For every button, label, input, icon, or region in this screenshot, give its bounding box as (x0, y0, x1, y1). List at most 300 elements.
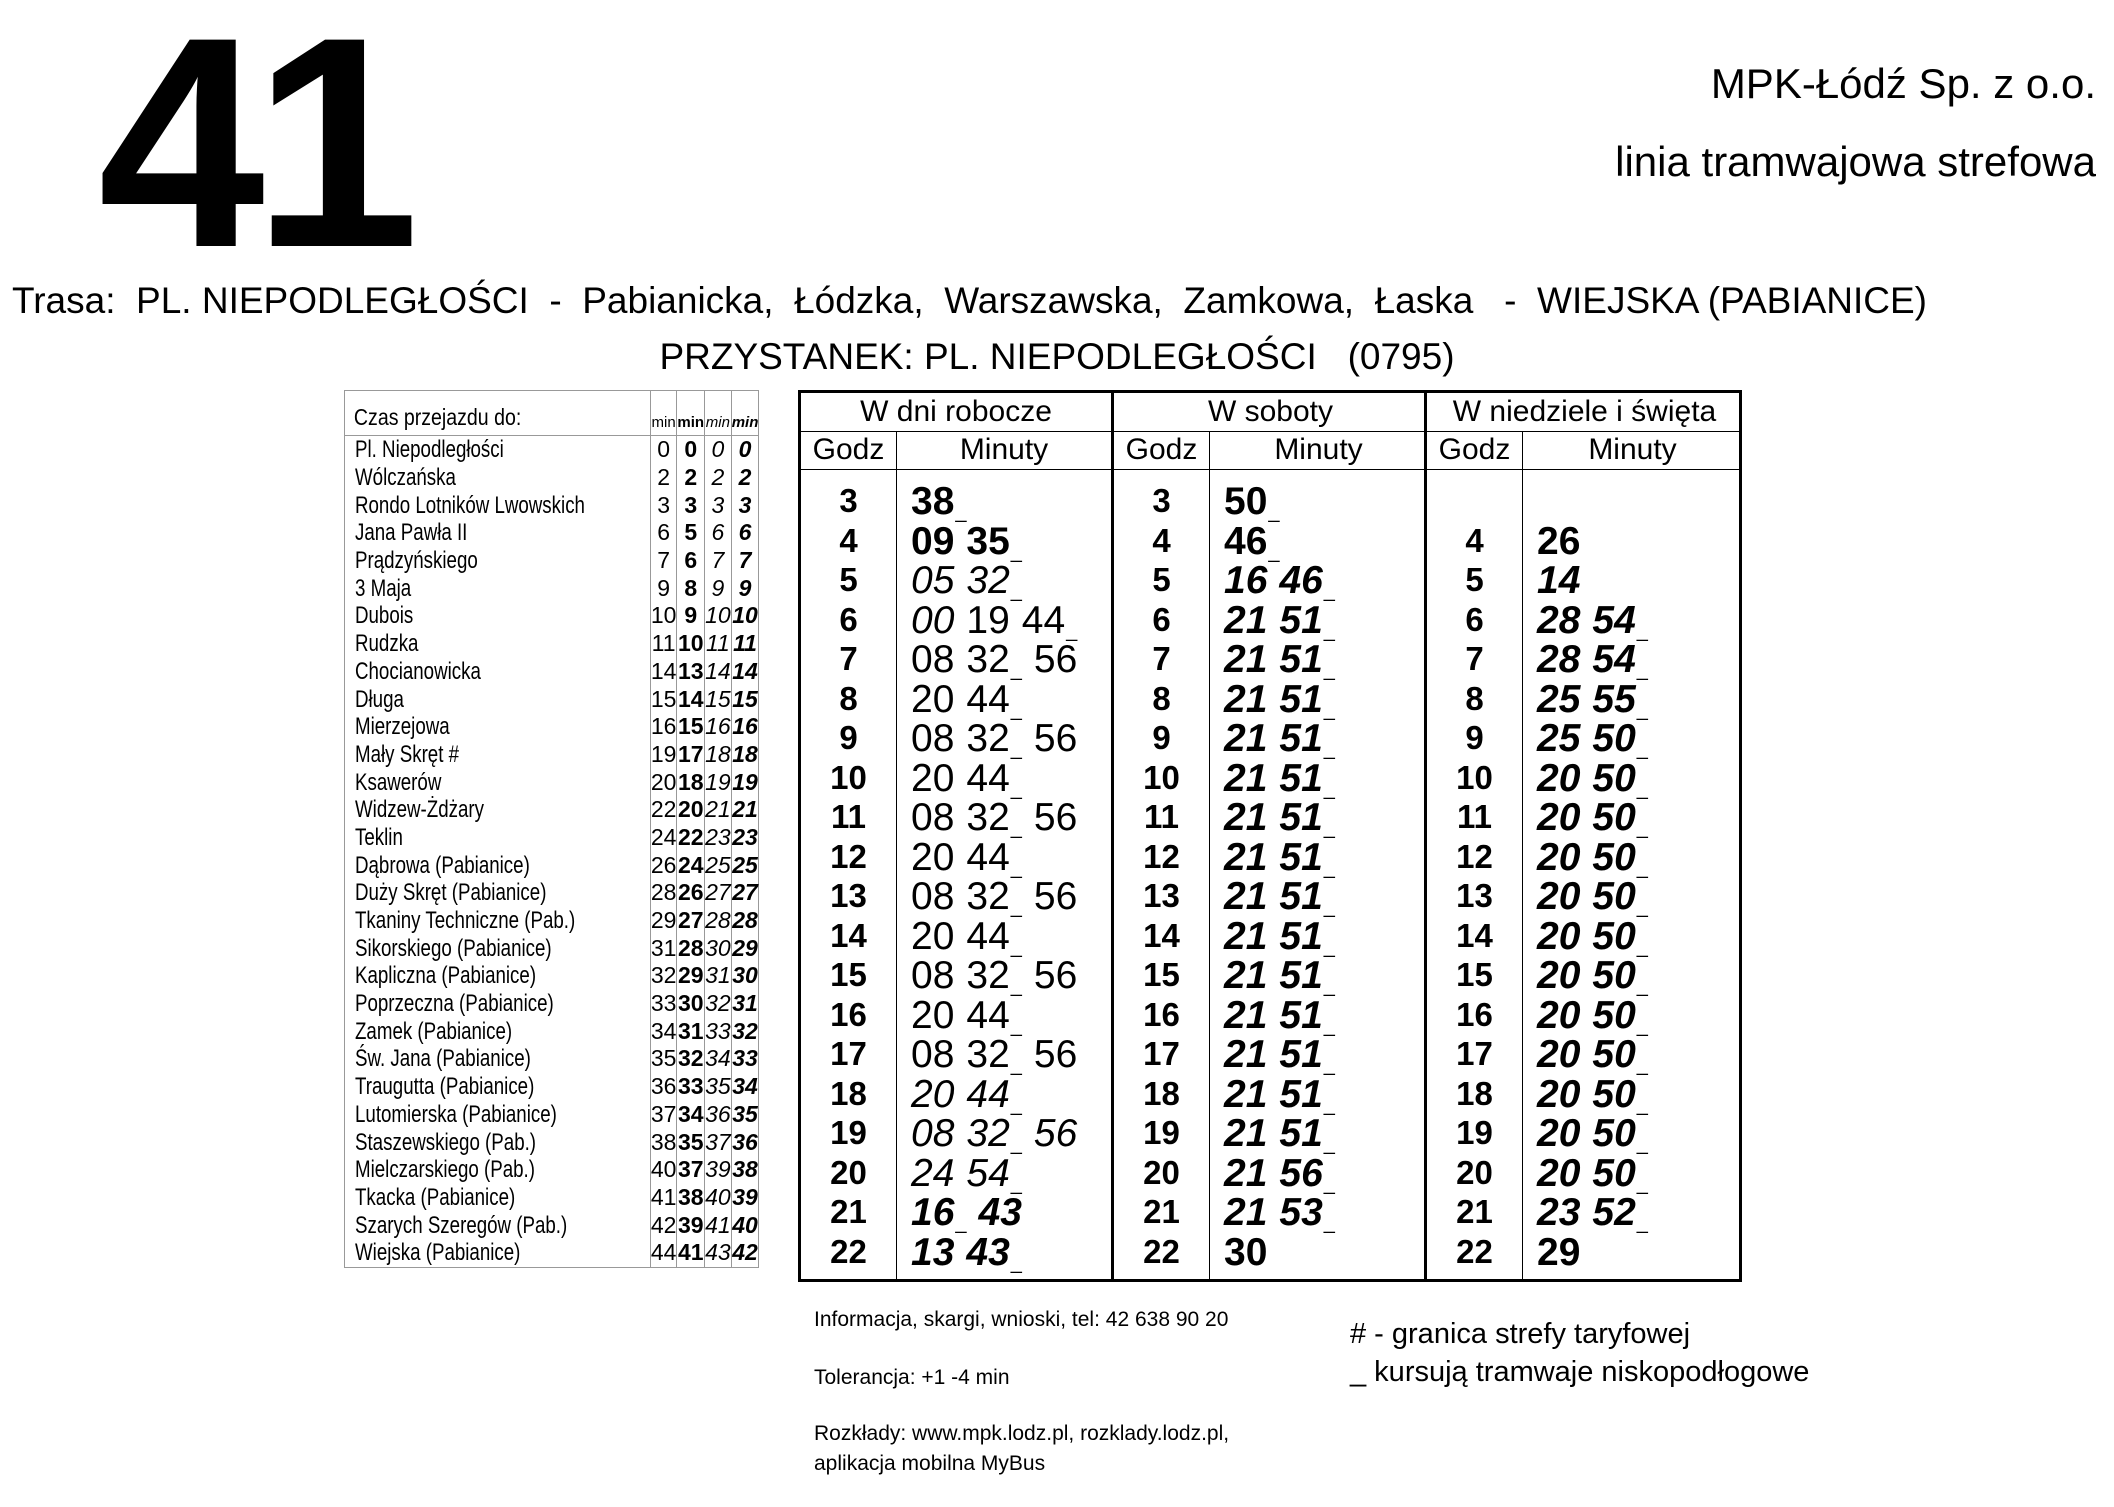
departure-row (1427, 1074, 1742, 1114)
departure-row (1114, 1113, 1427, 1153)
table-row (345, 464, 759, 492)
route-description: Trasa: PL. NIEPODLEGŁOŚCI - Pabianicka, Łódzka, Warszawska, Zamkowa, Łaska - WIEJSKA (PABIANICE) (12, 280, 1928, 321)
low-floor-marker: _ (1323, 1014, 1335, 1037)
hour-cell: 11 (1457, 798, 1492, 835)
hour-cell: 15 (1143, 956, 1180, 993)
departure-row (1427, 718, 1742, 758)
minute-value: 50 (1592, 954, 1636, 997)
stop-name-cell (345, 519, 651, 547)
hour-cell: 9 (1152, 719, 1171, 756)
hour-cell: 14 (1456, 916, 1493, 954)
stop-name-cell (345, 436, 651, 464)
hour-cell: 7 (1465, 640, 1484, 677)
table-row (345, 1017, 759, 1045)
minute-value: 20 (911, 756, 955, 800)
minute-value: 43 (966, 1230, 1010, 1274)
low-floor-marker: _ (1636, 975, 1648, 997)
low-floor-marker: _ (1010, 580, 1022, 602)
hour-cell: 22 (830, 1232, 867, 1270)
minute-value: 21 (1224, 1033, 1268, 1076)
minute-value: 51 (1279, 1072, 1323, 1116)
low-floor-marker: _ (1010, 896, 1022, 918)
departure-row (1427, 1232, 1742, 1272)
travel-time-cell: 20 (650, 768, 677, 795)
low-floor-marker: _ (1636, 896, 1648, 918)
travel-time-cell: 38 (677, 1183, 704, 1210)
hour-header: Godz (1427, 431, 1523, 469)
minute-value: 26 (1537, 519, 1581, 563)
travel-time-cell: 0 (677, 436, 705, 464)
departure-minute (966, 600, 1009, 642)
departure-row (1427, 758, 1742, 798)
travel-time-cell: 34 (705, 1045, 731, 1072)
departure-minute (1224, 1034, 1267, 1076)
travel-time-cell: 28 (705, 907, 731, 934)
low-floor-marker: _ (1636, 1133, 1648, 1155)
departure-row (1427, 797, 1742, 837)
minute-value: 25 (1537, 677, 1581, 721)
travel-time-cell: 18 (705, 740, 731, 767)
table-row (345, 1045, 759, 1073)
travel-time-cell: 35 (677, 1128, 704, 1155)
travel-time-cell: 9 (705, 574, 732, 602)
stop-name-cell (345, 1073, 651, 1101)
table-row (345, 907, 759, 935)
departure-minute (1224, 639, 1267, 681)
travel-time-cell: 29 (650, 907, 677, 934)
departure-minute (1224, 955, 1267, 997)
info-schedules-app: aplikacja mobilna MyBus (814, 1452, 1046, 1475)
table-row (345, 879, 759, 907)
departure-minute (1224, 1074, 1267, 1116)
minute-value: 08 (911, 875, 955, 918)
travel-time-cell: 28 (650, 879, 677, 906)
travel-time-cell: 31 (650, 934, 677, 961)
departure-minute (1224, 600, 1267, 642)
departure-row (801, 797, 1111, 837)
departure-row (1114, 916, 1427, 956)
hour-cell: 13 (1456, 877, 1493, 914)
departure-row (801, 1192, 1111, 1232)
low-floor-marker: _ (1636, 777, 1648, 800)
travel-time-cell: 26 (677, 879, 704, 906)
travel-time-cell: 33 (705, 1017, 731, 1044)
stop-label: Duży Skręt (Pabianice) (355, 879, 547, 907)
unit-header: min (650, 391, 677, 436)
travel-time-cell: 23 (705, 823, 731, 850)
departure-row (1114, 995, 1427, 1035)
minute-value: 20 (1537, 756, 1581, 800)
departure-minute (911, 1153, 954, 1195)
hour-cell: 20 (1456, 1153, 1493, 1191)
minute-value: 32 (966, 559, 1010, 602)
travel-time-cell: 3 (677, 491, 705, 519)
departure-minute (1224, 876, 1267, 918)
hour-cell: 19 (1143, 1114, 1180, 1151)
minute-value: 54 (1592, 638, 1636, 681)
low-floor-marker: _ (1010, 817, 1022, 839)
departure-minute (1537, 1153, 1580, 1195)
minute-value: 20 (911, 1072, 955, 1116)
departure-minute (1034, 1113, 1077, 1155)
hour-cell: 6 (1465, 600, 1484, 638)
stop-label: Widzew-Żdżary (355, 796, 484, 824)
table-row (345, 851, 759, 879)
departure-minute (1034, 718, 1077, 760)
stop-label: Staszewskiego (Pab.) (355, 1128, 537, 1156)
day-type-title: W soboty (1114, 393, 1427, 432)
travel-time-cell: 10 (705, 602, 731, 629)
travel-time-cell: 21 (732, 796, 758, 823)
stop-name: PRZYSTANEK: PL. NIEPODLEGŁOŚCI (0795) (659, 336, 1455, 377)
travel-time-cell: 36 (650, 1073, 677, 1100)
travel-time-cell: 35 (732, 1100, 758, 1127)
travel-time-cell: 41 (650, 1183, 677, 1210)
departure-minute (911, 758, 954, 800)
minute-value: 51 (1279, 717, 1323, 760)
low-floor-marker: _ (1323, 1172, 1335, 1195)
minute-value: 20 (911, 835, 955, 879)
stop-label: Zamek (Pabianice) (355, 1017, 513, 1045)
hour-cell: 18 (830, 1074, 867, 1112)
departure-row (1427, 916, 1742, 956)
minute-value: 32 (966, 1112, 1010, 1155)
minute-value: 32 (966, 1033, 1010, 1076)
stop-label: Jana Pawła II (355, 519, 468, 547)
departure-row (1427, 679, 1742, 719)
departure-minute (1034, 1034, 1077, 1076)
minute-value: 44 (966, 756, 1010, 800)
low-floor-marker: _ (1323, 659, 1335, 681)
day-type-title: W niedziele i święta (1427, 393, 1742, 432)
minute-value: 21 (1224, 796, 1268, 839)
travel-time-cell: 7 (731, 547, 759, 575)
travel-time-cell: 6 (650, 519, 677, 547)
departure-minute (1537, 995, 1580, 1037)
minute-value: 46 (1224, 519, 1268, 563)
stop-label: Tkacka (Pabianice) (355, 1183, 516, 1211)
departure-row (801, 718, 1111, 758)
minute-value: 56 (1033, 875, 1078, 918)
minute-value: 08 (911, 954, 955, 997)
minute-value: 23 (1537, 1191, 1581, 1234)
departure-minute (1224, 560, 1267, 602)
hour-cell: 10 (830, 758, 867, 796)
travel-time-cell: 32 (705, 990, 731, 1017)
line-number: 41 (98, 0, 408, 310)
low-floor-marker: _ (1636, 1014, 1648, 1037)
hour-cell: 22 (1143, 1232, 1180, 1270)
departure-minute (1224, 797, 1267, 839)
low-floor-marker: _ (1323, 896, 1335, 918)
travel-time-cell: 23 (732, 823, 758, 850)
low-floor-marker: _ (1323, 738, 1335, 760)
travel-time-cell: 17 (677, 740, 704, 767)
departure-minute (911, 1113, 954, 1155)
stop-name-cell (345, 990, 651, 1018)
travel-time-cell: 2 (650, 464, 677, 492)
travel-time-cell: 40 (650, 1156, 677, 1183)
hour-cell: 9 (1465, 719, 1484, 756)
departure-minute (1034, 639, 1077, 681)
departure-column (1424, 393, 1742, 1279)
travel-time-cell: 32 (650, 962, 677, 989)
minute-value: 21 (1224, 914, 1268, 958)
departure-minute (1537, 560, 1580, 602)
hour-cell: 4 (1465, 521, 1484, 559)
hour-cell: 13 (830, 877, 867, 914)
minute-value: 56 (1033, 717, 1078, 760)
minutes-cell (1537, 560, 1592, 602)
minute-value: 08 (911, 717, 955, 760)
travel-time-cell: 15 (677, 713, 704, 740)
low-floor-marker: _ (1636, 619, 1648, 642)
travel-time-cell: 37 (705, 1128, 731, 1155)
day-type-title: W dni robocze (801, 393, 1111, 432)
hour-cell: 6 (1152, 600, 1171, 638)
low-floor-marker: _ (1636, 1054, 1648, 1076)
travel-time-cell: 0 (731, 436, 759, 464)
departure-row (1114, 481, 1427, 521)
minutes-header: Minuty (1588, 433, 1677, 466)
departure-row (1114, 639, 1427, 679)
departure-minute (1034, 876, 1077, 918)
minute-value: 44 (966, 1072, 1010, 1116)
low-floor-marker: _ (1636, 1212, 1648, 1234)
travel-time-cell: 9 (650, 574, 677, 602)
info-schedules: Rozkłady: www.mpk.lodz.pl, rozklady.lodz.pl, (814, 1422, 1230, 1445)
minute-value: 50 (1592, 1151, 1636, 1195)
hour-cell: 22 (1456, 1232, 1493, 1270)
minute-value: 21 (1224, 1112, 1268, 1155)
departure-minute (911, 1074, 954, 1116)
hour-cell: 16 (830, 995, 867, 1033)
stop-label: Chocianowicka (355, 657, 481, 685)
departure-minute (911, 718, 954, 760)
minute-value: 08 (911, 1033, 955, 1076)
departure-row (1114, 1232, 1427, 1272)
stop-label: Lutomierska (Pabianice) (355, 1100, 557, 1128)
hour-cell: 16 (1456, 995, 1493, 1033)
hour-cell: 5 (839, 561, 858, 598)
low-floor-marker: _ (1010, 777, 1022, 800)
travel-time-cell: 35 (705, 1073, 731, 1100)
table-row (345, 1211, 759, 1239)
departure-minute (1224, 995, 1267, 1037)
departure-minute (911, 797, 954, 839)
minute-value: 50 (1592, 1112, 1636, 1155)
travel-time-cell: 37 (650, 1100, 677, 1127)
minute-value: 50 (1592, 835, 1636, 879)
departure-minute (911, 560, 954, 602)
low-floor-marker: _ (1323, 935, 1335, 958)
minute-value: 20 (1537, 875, 1581, 918)
departure-column (801, 393, 1111, 1279)
legend-low-floor: _ kursują tramwaje niskopodłogowe (1350, 1356, 1810, 1388)
low-floor-marker: _ (1268, 501, 1280, 523)
minute-value: 09 (911, 519, 955, 563)
stop-name-cell (345, 574, 651, 602)
table-row (345, 436, 759, 464)
stop-label: Rudzka (355, 630, 419, 658)
departure-row (801, 1034, 1111, 1074)
table-row (345, 1184, 759, 1212)
departure-minute (1224, 916, 1267, 958)
low-floor-marker: _ (1323, 1054, 1335, 1076)
minute-value: 51 (1279, 835, 1323, 879)
travel-time-cell: 20 (677, 796, 704, 823)
minute-value: 05 (911, 559, 955, 602)
stop-name-cell (345, 1101, 651, 1129)
table-row (345, 796, 759, 824)
travel-time-cell: 31 (677, 1017, 704, 1044)
low-floor-marker: _ (955, 501, 967, 523)
minute-value: 54 (966, 1151, 1010, 1195)
travel-time-cell: 18 (732, 740, 758, 767)
departure-column (1111, 393, 1427, 1279)
minute-value: 52 (1592, 1191, 1636, 1234)
stop-name-cell (345, 602, 651, 630)
table-row (345, 630, 759, 658)
departure-minute (1537, 955, 1580, 997)
minute-value: 21 (1224, 717, 1268, 760)
departure-row (1114, 1153, 1427, 1193)
minute-value: 56 (1033, 1033, 1078, 1076)
travel-time-cell: 19 (705, 768, 731, 795)
departure-minute (1537, 600, 1580, 642)
departure-minute (1224, 1232, 1267, 1274)
minute-value: 21 (1224, 598, 1268, 642)
minute-value: 32 (966, 796, 1010, 839)
hour-cell: 13 (1143, 877, 1180, 914)
travel-time-cell: 15 (650, 685, 677, 712)
departure-row (801, 1113, 1111, 1153)
low-floor-marker: _ (1010, 698, 1022, 721)
departure-row (801, 916, 1111, 956)
departure-minute (1537, 521, 1580, 563)
minute-value: 56 (1279, 1151, 1323, 1195)
stop-name-cell (345, 1239, 651, 1267)
departure-row (1114, 560, 1427, 600)
minute-value: 51 (1279, 1112, 1323, 1155)
stop-name-cell (345, 851, 651, 879)
departure-minute (1537, 1192, 1580, 1234)
stop-label: Mierzejowa (355, 713, 450, 741)
hour-header: Godz (1114, 431, 1210, 469)
minute-value: 51 (1279, 638, 1323, 681)
travel-time-cell: 44 (650, 1239, 677, 1266)
minute-value: 56 (1033, 796, 1078, 839)
minute-value: 44 (966, 835, 1010, 879)
departure-minute (1224, 1192, 1267, 1234)
table-row (345, 685, 759, 713)
stop-name-cell (345, 491, 651, 519)
departure-row (1114, 521, 1427, 561)
minute-value: 54 (1592, 598, 1636, 642)
departure-row (1427, 955, 1742, 995)
travel-time-cell: 30 (705, 934, 731, 961)
departure-minute (911, 1034, 954, 1076)
minute-value: 51 (1279, 875, 1323, 918)
stop-name-cell (345, 658, 651, 686)
stop-name-cell (345, 796, 651, 824)
travel-time-cell: 39 (677, 1211, 704, 1238)
departure-row (1427, 521, 1742, 561)
low-floor-marker: _ (1010, 1054, 1022, 1076)
hour-cell: 19 (830, 1114, 867, 1151)
stop-name-cell (345, 1128, 651, 1156)
stop-label: Prądzyńskiego (355, 547, 478, 575)
departure-row (1114, 876, 1427, 916)
stop-label: Długa (355, 685, 404, 713)
travel-time-cell: 14 (677, 685, 704, 712)
low-floor-marker: _ (1636, 856, 1648, 879)
travel-time-cell: 9 (677, 602, 705, 630)
hour-cell: 20 (830, 1153, 867, 1191)
minute-value: 51 (1279, 677, 1323, 721)
hour-cell: 9 (839, 719, 858, 756)
minute-value: 50 (1592, 756, 1636, 800)
stop-label: Mały Skręt # (355, 740, 460, 768)
hour-cell: 15 (1456, 956, 1493, 993)
minute-value: 28 (1537, 598, 1581, 642)
hour-cell: 8 (839, 679, 858, 717)
travel-time-cell: 27 (677, 907, 704, 934)
departure-minute (911, 837, 954, 879)
minute-value: 50 (1592, 993, 1636, 1037)
departure-minute (1537, 1074, 1580, 1116)
travel-time-cell: 13 (677, 657, 704, 684)
departure-minute (966, 1232, 1022, 1284)
hour-cell: 8 (1152, 679, 1171, 717)
low-floor-marker: _ (1636, 1093, 1648, 1116)
departure-row (801, 1153, 1111, 1193)
table-row (345, 741, 759, 769)
departure-row (801, 639, 1111, 679)
unit-header: min (705, 391, 732, 436)
info-tolerance: Tolerancja: +1 -4 min (814, 1366, 1010, 1389)
minute-value: 53 (1279, 1191, 1323, 1234)
travel-time-cell: 41 (677, 1239, 704, 1266)
travel-time-cell: 16 (705, 713, 731, 740)
hour-cell: 7 (839, 640, 858, 677)
minute-value: 32 (966, 954, 1010, 997)
stop-label: Mielczarskiego (Pab.) (355, 1156, 535, 1184)
travel-time-title: Czas przejazdu do: (345, 391, 605, 436)
hour-cell: 18 (1456, 1074, 1493, 1112)
travel-time-cell: 7 (705, 547, 732, 575)
minute-value: 21 (1224, 954, 1268, 997)
low-floor-marker: _ (1323, 698, 1335, 721)
low-floor-marker: _ (1323, 1133, 1335, 1155)
stop-label: Kapliczna (Pabianice) (355, 962, 537, 990)
minute-value: 20 (1537, 1033, 1581, 1076)
travel-time-cell: 6 (731, 519, 759, 547)
hour-cell: 21 (1456, 1193, 1493, 1230)
minute-value: 51 (1279, 1033, 1323, 1076)
travel-time-cell: 34 (677, 1100, 704, 1127)
stop-name-cell (345, 824, 651, 852)
travel-time-cell: 7 (650, 547, 677, 575)
minute-value: 13 (911, 1230, 955, 1274)
travel-time-cell: 15 (732, 685, 758, 712)
departure-row (1114, 600, 1427, 640)
stop-name-cell (345, 464, 651, 492)
departure-row (1427, 876, 1742, 916)
hour-cell: 21 (830, 1193, 867, 1230)
table-row (345, 768, 759, 796)
minute-value: 51 (1279, 756, 1323, 800)
